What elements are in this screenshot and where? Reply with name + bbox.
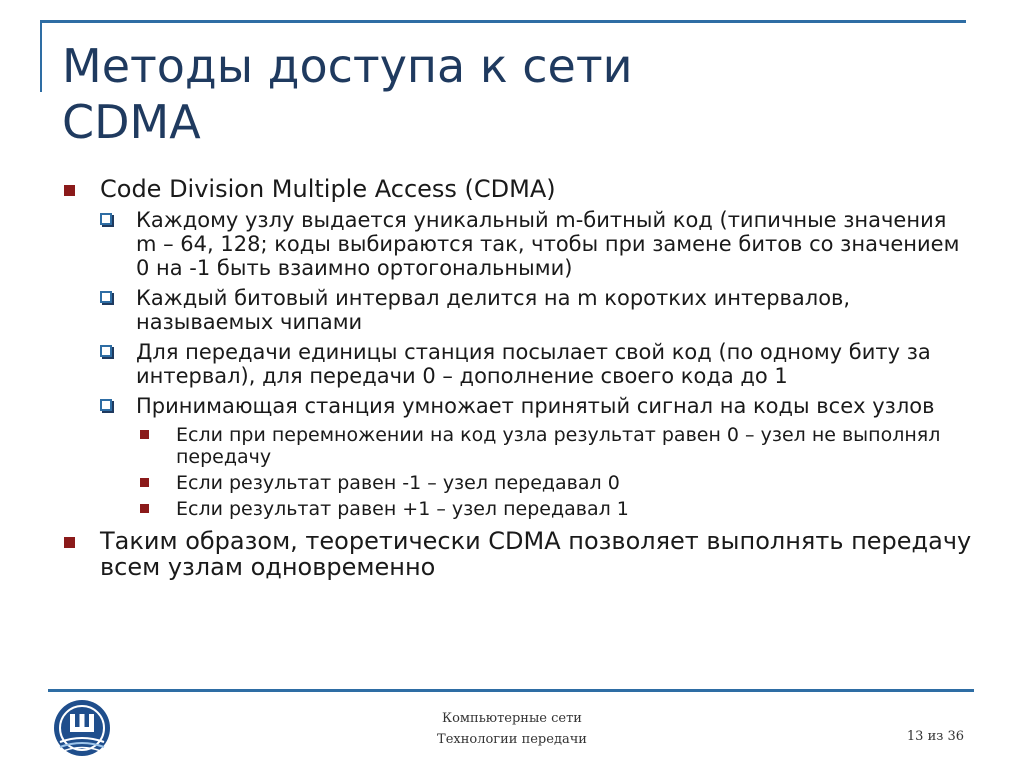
square-bullet-icon	[64, 537, 75, 548]
conclusion-text: Таким образом, теоретически CDMA позволяет выполнять передачу всем узлам одновременно	[100, 527, 972, 581]
sub-item-text: Каждому узлу выдается уникальный m-битный код (типичные значения m – 64, 128; коды выбираются так, чтобы при замене битов со значением 0 на -1 быть взаимно ортогональными)	[136, 208, 960, 280]
list-item-conclusion	[62, 528, 972, 580]
sub-list	[100, 208, 972, 520]
sub-item	[100, 394, 972, 520]
main-bullet-text: Code Division Multiple Access (CDMA)	[100, 175, 556, 203]
box-bullet-icon	[100, 345, 112, 357]
nested-list	[136, 424, 972, 520]
square-bullet-icon	[140, 430, 149, 439]
title-line-2: CDMA	[62, 95, 201, 149]
nested-item-text: Если при перемножении на код узла результат равен 0 – узел не выполнял передачу	[176, 424, 941, 468]
top-vertical-rule	[40, 20, 42, 92]
title-line-1: Методы доступа к сети	[62, 39, 633, 93]
box-bullet-icon	[100, 213, 112, 225]
sub-item	[100, 208, 972, 280]
square-bullet-icon	[140, 478, 149, 487]
sub-item-text: Принимающая станция умножает принятый сигнал на коды всех узлов	[136, 394, 935, 418]
footer-course: Компьютерные сети	[442, 711, 582, 726]
footer-topic: Технологии передачи	[437, 732, 587, 747]
square-bullet-icon	[64, 185, 75, 196]
top-rule	[40, 20, 966, 23]
nested-item	[136, 498, 972, 520]
university-logo-icon	[52, 698, 112, 758]
nested-item-text: Если результат равен +1 – узел передавал 1	[176, 498, 629, 520]
list-item-main	[62, 176, 972, 520]
sub-item-text: Для передачи единицы станция посылает свой код (по одному биту за интервал), для передачи 0 – дополнение своего кода до 1	[136, 340, 931, 388]
slide-title	[62, 38, 962, 150]
sub-item	[100, 286, 972, 334]
page-number: 13 из 36	[906, 729, 964, 744]
nested-item-text: Если результат равен -1 – узел передавал 0	[176, 472, 620, 494]
bottom-rule	[48, 689, 974, 692]
sub-item-text: Каждый битовый интервал делится на m коротких интервалов, называемых чипами	[136, 286, 851, 334]
nested-item	[136, 424, 972, 468]
box-bullet-icon	[100, 291, 112, 303]
sub-item	[100, 340, 972, 388]
slide-content	[62, 176, 972, 584]
footer-course-info	[380, 708, 644, 750]
box-bullet-icon	[100, 399, 112, 411]
bullet-list	[62, 176, 972, 580]
square-bullet-icon	[140, 504, 149, 513]
nested-item	[136, 472, 972, 494]
